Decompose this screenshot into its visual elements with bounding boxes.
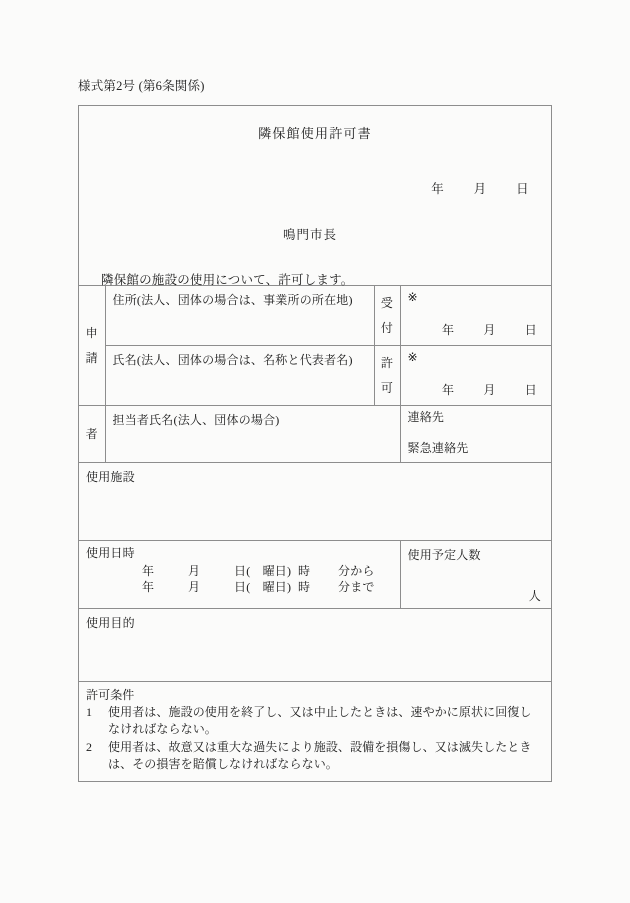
applicant-label-char-1: 申 [85, 325, 98, 340]
reception-label-column [374, 286, 400, 346]
permit-label-char-2: 可 [380, 380, 394, 395]
applicant-address-label: 住所(法人、団体の場合は、事業所の所在地) [112, 293, 353, 307]
reception-year: 年 [441, 322, 455, 337]
datetime-to-minute: 分まで [338, 580, 375, 595]
form-header-block [79, 106, 551, 285]
condition-item-1 [86, 704, 543, 738]
condition-text-1: 使用者は、施設の使用を終了し、又は中止したときは、速やかに原状に回復しなければならない。 [108, 705, 532, 737]
permit-date-line [408, 365, 546, 398]
applicant-name-field[interactable] [105, 346, 374, 406]
table-row [79, 463, 551, 541]
reception-label-char-2: 付 [380, 320, 394, 335]
applicant-address-field[interactable] [105, 286, 374, 346]
permission-statement: 隣保館の施設の使用について、許可します。 [101, 273, 354, 287]
contact-person-field[interactable] [105, 406, 400, 463]
applicant-label-column [79, 286, 105, 406]
applicant-label-char-2: 請 [85, 350, 98, 365]
permit-conditions-section [79, 681, 551, 781]
contact-person-label: 担当者氏名(法人、団体の場合) [112, 413, 280, 427]
conditions-title: 許可条件 [86, 688, 135, 702]
purpose-label: 使用目的 [86, 616, 135, 630]
permit-year: 年 [441, 382, 455, 397]
permit-label-column [374, 346, 400, 406]
table-row [79, 541, 551, 609]
datetime-from-minute: 分から [338, 563, 375, 578]
permit-form-sheet [78, 105, 552, 782]
purpose-table [79, 609, 551, 681]
datetime-to-year: 年 [142, 580, 155, 595]
people-count-field[interactable] [400, 541, 551, 609]
condition-item-2 [86, 739, 543, 773]
datetime-row-to [86, 579, 394, 596]
applicant-table [79, 285, 551, 463]
table-row [79, 346, 551, 406]
issue-date-line [79, 142, 551, 197]
issue-date-year: 年 [431, 182, 445, 196]
datetime-to-month: 月 [188, 580, 201, 595]
issuer-name: 鳴門市長 [282, 228, 337, 242]
people-count-unit: 人 [528, 589, 541, 603]
form-number: 様式第2号 (第6条関係) [78, 79, 205, 93]
datetime-field[interactable] [79, 541, 400, 609]
datetime-from-day: 日( 曜日) [234, 563, 292, 578]
reception-marker: ※ [407, 290, 418, 304]
datetime-to-day: 日( 曜日) [234, 580, 292, 595]
datetime-label: 使用日時 [86, 546, 135, 560]
applicant-name-label: 氏名(法人、団体の場合は、名称と代表者名) [112, 353, 353, 367]
reception-date-line [408, 305, 546, 338]
permit-day: 日 [524, 382, 537, 397]
datetime-from-year: 年 [142, 563, 155, 578]
applicant-label-char-3: 者 [85, 427, 98, 441]
issue-date-day: 日 [516, 182, 529, 196]
datetime-to-hour: 時 [298, 580, 311, 595]
datetime-from-hour: 時 [298, 563, 311, 578]
datetime-from-month: 月 [188, 563, 201, 578]
table-row [79, 609, 551, 681]
condition-number-2: 2 [86, 740, 93, 755]
people-count-label: 使用予定人数 [407, 548, 481, 562]
table-row [79, 406, 551, 463]
contact-label: 連絡先 [407, 410, 445, 424]
reception-label-char-1: 受 [380, 295, 394, 310]
datetime-people-table [79, 541, 551, 609]
permit-marker: ※ [407, 350, 418, 364]
permit-label-char-1: 許 [380, 355, 394, 370]
page-title: 隣保館使用許可書 [258, 126, 372, 141]
table-row [79, 286, 551, 346]
contact-numbers-field[interactable] [400, 406, 551, 463]
applicant-label-column-bottom [79, 406, 105, 463]
purpose-field[interactable] [79, 609, 551, 681]
permit-month: 月 [483, 382, 496, 397]
permit-date-field[interactable] [400, 346, 551, 406]
condition-text-2: 使用者は、故意又は重大な過失により施設、設備を損傷し、又は滅失したときは、その損害を賠償しなければならない。 [108, 740, 532, 772]
issue-date-month: 月 [473, 182, 487, 196]
reception-date-field[interactable] [400, 286, 551, 346]
reception-day: 日 [524, 322, 537, 337]
datetime-row-from [86, 563, 394, 580]
facility-label: 使用施設 [86, 470, 135, 484]
reception-month: 月 [483, 322, 496, 337]
condition-number-1: 1 [86, 705, 93, 720]
emergency-contact-label: 緊急連絡先 [407, 440, 469, 455]
facility-table [79, 463, 551, 541]
facility-field[interactable] [79, 463, 551, 541]
